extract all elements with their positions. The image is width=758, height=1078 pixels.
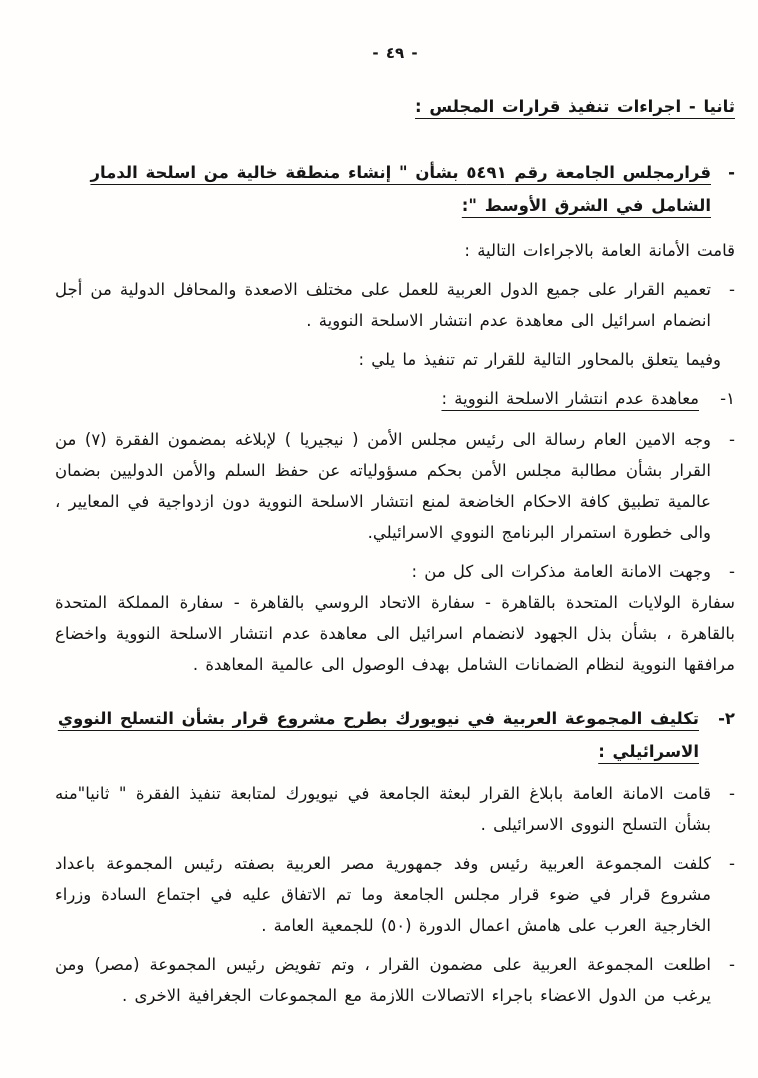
resolution-title (55, 156, 735, 222)
main-heading (55, 91, 735, 122)
section-1-number: ١- (720, 389, 735, 408)
intro-paragraph: قامت الأمانة العامة بالاجراءات التالية : (464, 241, 735, 260)
dash-marker: - (728, 163, 735, 182)
bullet-text: كلفت المجموعة العربية رئيس وفد جمهورية مصر العربية بصفته رئيس المجموعة باعداد مشروع قرار في ضوء قرار مجلس الجامعة وما تم الاتفاق عليه في اجتماع السادة وزراء الخارجية العرب على هامش اعمال الدورة (٥٠) للجمعية العامة . (55, 854, 711, 935)
bullet-text: قامت الامانة العامة بابلاغ القرار لبعثة الجامعة في نيويورك لمتابعة تنفيذ الفقرة " ثانيا"منه بشأن التسلح النووى الاسرائيلى . (55, 784, 711, 834)
embassies-paragraph: سفارة الولايات المتحدة بالقاهرة - سفارة الاتحاد الروسي بالقاهرة - سفارة المملكة المتحدة بالقاهرة ، بشأن بذل الجهود لانضمام اسرائيل الى معاهدة عدم انتشار الاسلحة النووية واخضاع مرافقها النووية لنظام الضمانات الشامل بهدف الوصول الى عالمية المعاهدة . (55, 593, 735, 674)
bullet-text: اطلعت المجموعة العربية على مضمون القرار ، وتم تفويض رئيس المجموعة (مصر) ومن يرغب من الدول الاعضاء باجراء الاتصالات اللازمة مع المجموعات الجغرافية الاخرى . (55, 955, 711, 1005)
dash-marker: - (729, 784, 735, 803)
bullet-item-egypt-draft (55, 848, 735, 941)
page-number: - ٤٩ - (372, 44, 418, 62)
bullet-text: تعميم القرار على جميع الدول العربية للعمل على مختلف الاصعدة والمحافل الدولية من أجل انضمام اسرائيل الى معاهدة عدم انتشار الاسلحة النووية . (55, 280, 711, 330)
dash-marker: - (729, 562, 735, 581)
main-heading-text: ثانيا - اجراءات تنفيذ قرارات المجلس : (415, 97, 735, 116)
resolution-title-line2: الشامل في الشرق الأوسط ": (461, 196, 711, 215)
transition-paragraph: وفيما يتعلق بالمحاور التالية للقرار تم تنفيذ ما يلي : (358, 350, 721, 369)
section-2-title-line2: الاسرائيلي : (598, 742, 699, 761)
section-2-number: ٢- (718, 709, 735, 728)
section-1-title: معاهدة عدم انتشار الاسلحة النووية : (441, 389, 699, 408)
section-1-title-wrap (55, 383, 699, 414)
dash-marker: - (729, 280, 735, 299)
dash-marker: - (729, 955, 735, 974)
dash-marker: - (729, 430, 735, 449)
bullet-text: وجه الامين العام رسالة الى رئيس مجلس الأمن ( نيجيريا ) لإبلاغه بمضمون الفقرة (٧) من القرار بشأن مطالبة مجلس الأمن بحكم مسؤولياته عن حفظ السلم والأمن الدوليين بضمان عالمية تطبيق كافة الاحكام الخاضعة لمنع انتشار الاسلحة النووية دون ازدواجية في المعايير ، والى خطورة استمرار البرنامج النووي الاسرائيلي. (55, 430, 711, 542)
section-2-title-wrap (55, 702, 699, 768)
bullet-item-circulation (55, 274, 735, 336)
section-1-heading (55, 383, 735, 414)
bullet-item-sg-letter (55, 424, 735, 548)
bullet-item-group-informed (55, 949, 735, 1011)
dash-marker: - (729, 854, 735, 873)
section-2-title-line1: تكليف المجموعة العربية في نيويورك بطرح مشروع قرار بشأن التسلح النووي (57, 709, 699, 728)
section-2-heading (55, 702, 735, 768)
bullet-text: وجهت الامانة العامة مذكرات الى كل من : (411, 562, 711, 581)
resolution-title-line1: قرارمجلس الجامعة رقم ٥٤٩١ بشأن " إنشاء منطقة خالية من اسلحة الدمار (90, 163, 711, 182)
bullet-item-mission-notified (55, 778, 735, 840)
resolution-title-body (55, 156, 711, 222)
bullet-item-memos (55, 556, 735, 587)
